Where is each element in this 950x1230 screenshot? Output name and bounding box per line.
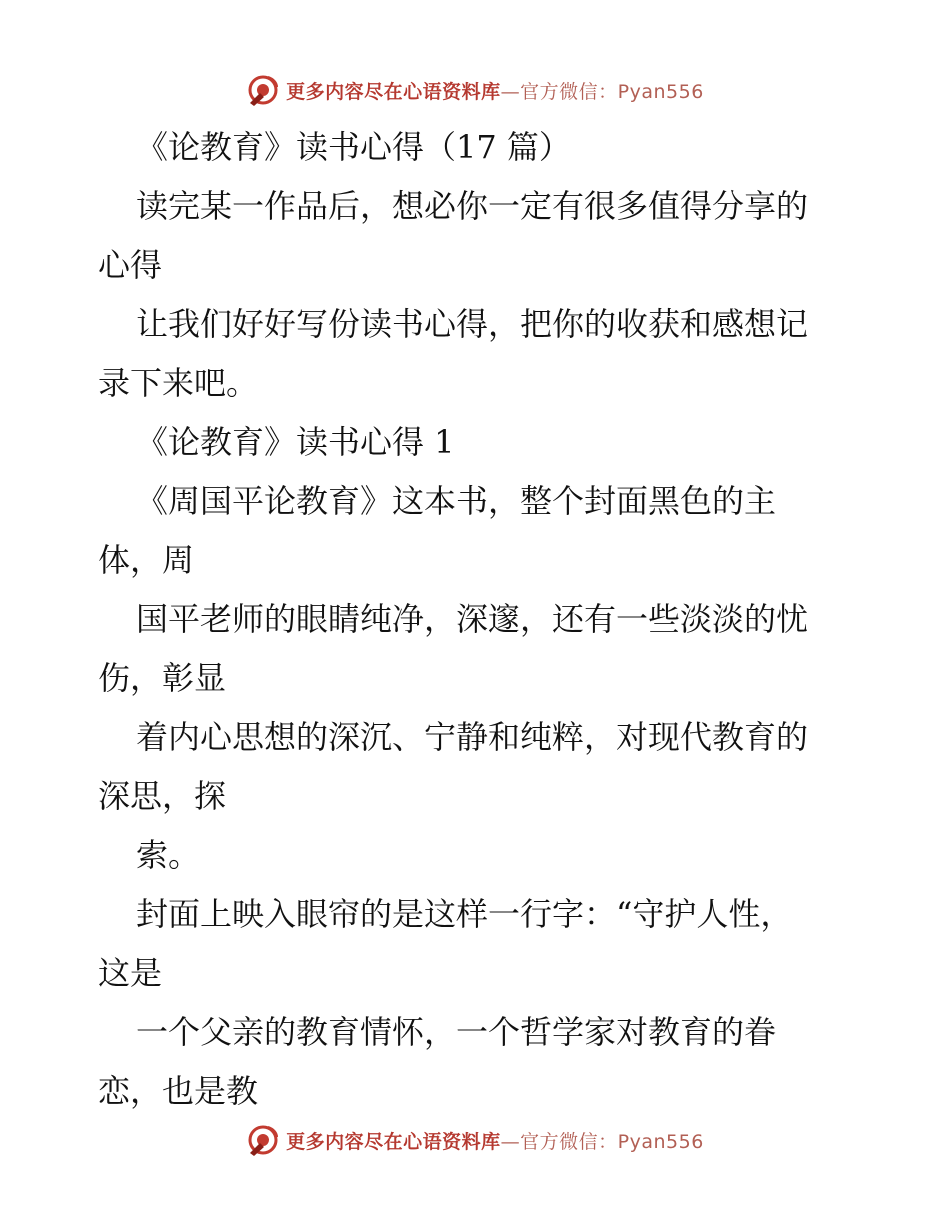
text-line: 这是 (98, 954, 163, 992)
text-line: 录下来吧。 (98, 364, 259, 402)
text-line: 一个父亲的教育情怀，一个哲学家对教育的眷 (136, 1013, 777, 1051)
header-banner (0, 70, 950, 110)
text-line: 心得 (98, 246, 163, 284)
pen-logo-icon (246, 1123, 280, 1157)
text-line: 《论教育》读书心得（17 篇） (136, 128, 571, 166)
text-line: 深思，探 (98, 777, 227, 815)
text-line: 恋，也是教 (98, 1072, 259, 1110)
text-line: 封面上映入眼帘的是这样一行字：“守护人性， (136, 895, 793, 933)
document-body (98, 118, 858, 1121)
text-line: 让我们好好写份读书心得，把你的收获和感想记 (136, 305, 809, 343)
text-line: 索。 (136, 836, 201, 874)
text-line: 伤，彰显 (98, 659, 227, 697)
text-line: 《周国平论教育》这本书，整个封面黑色的主 (136, 482, 777, 520)
header-site-text: 更多内容尽在心语资料库—官方微信：Pyan556 (286, 80, 704, 103)
pen-logo-icon (246, 73, 280, 107)
text-line: 读完某一作品后，想必你一定有很多值得分享的 (136, 187, 809, 225)
text-line: 着内心思想的深沉、宁静和纯粹，对现代教育的 (136, 718, 809, 756)
footer-banner (0, 1120, 950, 1160)
text-line: 国平老师的眼睛纯净，深邃，还有一些淡淡的忧 (136, 600, 809, 638)
text-line: 《论教育》读书心得 1 (136, 423, 455, 461)
footer-site-text: 更多内容尽在心语资料库—官方微信：Pyan556 (286, 1130, 704, 1153)
text-line: 体，周 (98, 541, 195, 579)
